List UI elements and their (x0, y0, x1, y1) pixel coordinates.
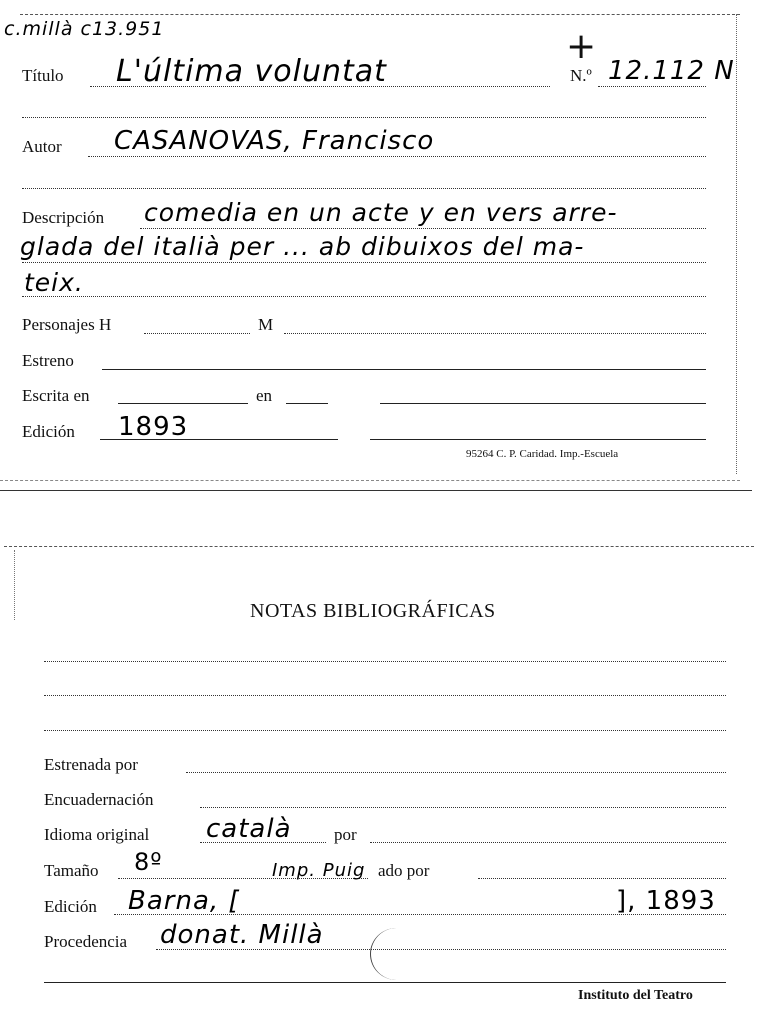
catalog-card-2 (0, 530, 759, 1028)
card-top-edge (20, 14, 740, 15)
tamano-note: Imp. Puig (272, 860, 366, 881)
escrita-en-label: en (256, 386, 273, 405)
cross-mark: + (566, 26, 597, 67)
escrita-en-line (286, 403, 328, 404)
autor-line (88, 156, 706, 157)
tamano-value: 8º (134, 848, 163, 876)
publicado-label: ado por (378, 861, 430, 880)
edicion-label: Edición (22, 422, 75, 441)
notas-line-3 (44, 730, 726, 731)
escrita-label: Escrita en (22, 386, 90, 405)
descripcion-value-3: teix. (24, 268, 84, 297)
printer-imprint: 95264 C. P. Caridad. Imp.-Escuela (466, 448, 619, 460)
procedencia-value: donat. Millà (160, 920, 324, 950)
catalog-card-1 (0, 0, 759, 495)
encuadernacion-line (200, 807, 726, 808)
idioma-value: català (206, 814, 292, 844)
titulo-label: Título (22, 66, 64, 85)
edicion2-value-left: Barna, [ (128, 886, 240, 916)
idioma-por-line (370, 842, 726, 843)
encuadernacion-label: Encuadernación (44, 790, 154, 809)
edicion-value: 1893 (118, 412, 189, 442)
numero-line (598, 86, 706, 87)
bottom-line (44, 982, 726, 983)
descripcion-value-1: comedia en un acte y en vers arre- (144, 198, 618, 227)
notas-heading: NOTAS BIBLIOGRÁFICAS (250, 600, 496, 622)
notas-line-1 (44, 661, 726, 662)
estrenada-label: Estrenada por (44, 755, 138, 774)
descripcion-line-3 (22, 296, 706, 297)
numero-value: 12.112 N (608, 56, 735, 86)
card-left-edge (14, 550, 15, 620)
blank-line-2 (22, 188, 706, 189)
titulo-value: L'última voluntat (116, 54, 387, 89)
top-note: c.millà c13.951 (4, 18, 165, 40)
escrita-line (118, 403, 248, 404)
notas-line-2 (44, 695, 726, 696)
institution-name: Instituto del Teatro (578, 988, 693, 1003)
publicado-line (478, 878, 726, 879)
idioma-por-label: por (334, 825, 357, 844)
tamano-label: Tamaño (44, 861, 99, 880)
card-bottom-edge (0, 490, 752, 491)
idioma-label: Idioma original (44, 825, 150, 844)
card-bottom-dash (0, 480, 740, 481)
autor-label: Autor (22, 137, 62, 156)
personajes-m-label: M (258, 315, 274, 334)
edicion-extra-line (370, 439, 706, 440)
estrenada-line (186, 772, 726, 773)
descripcion-value-2: glada del italià per ... ab dibuixos del ma- (20, 232, 585, 261)
estreno-label: Estreno (22, 351, 74, 370)
personajes-label: Personajes H (22, 315, 112, 334)
escrita-extra-line (380, 403, 706, 404)
numero-label: N.º (570, 66, 592, 85)
descripcion-line-2 (22, 262, 706, 263)
edicion2-label: Edición (44, 897, 97, 916)
card-top-edge (4, 546, 754, 547)
estreno-line (102, 369, 706, 370)
stamp-circle (370, 928, 423, 980)
blank-line-1 (22, 117, 706, 118)
card-right-edge (736, 14, 737, 474)
autor-value: CASANOVAS, Francisco (114, 126, 435, 156)
descripcion-label: Descripción (22, 208, 105, 227)
edicion2-value-right: ], 1893 (616, 886, 716, 916)
procedencia-label: Procedencia (44, 932, 128, 951)
personajes-m-line (284, 333, 706, 334)
personajes-h-line (144, 333, 250, 334)
descripcion-line-1 (140, 228, 706, 229)
